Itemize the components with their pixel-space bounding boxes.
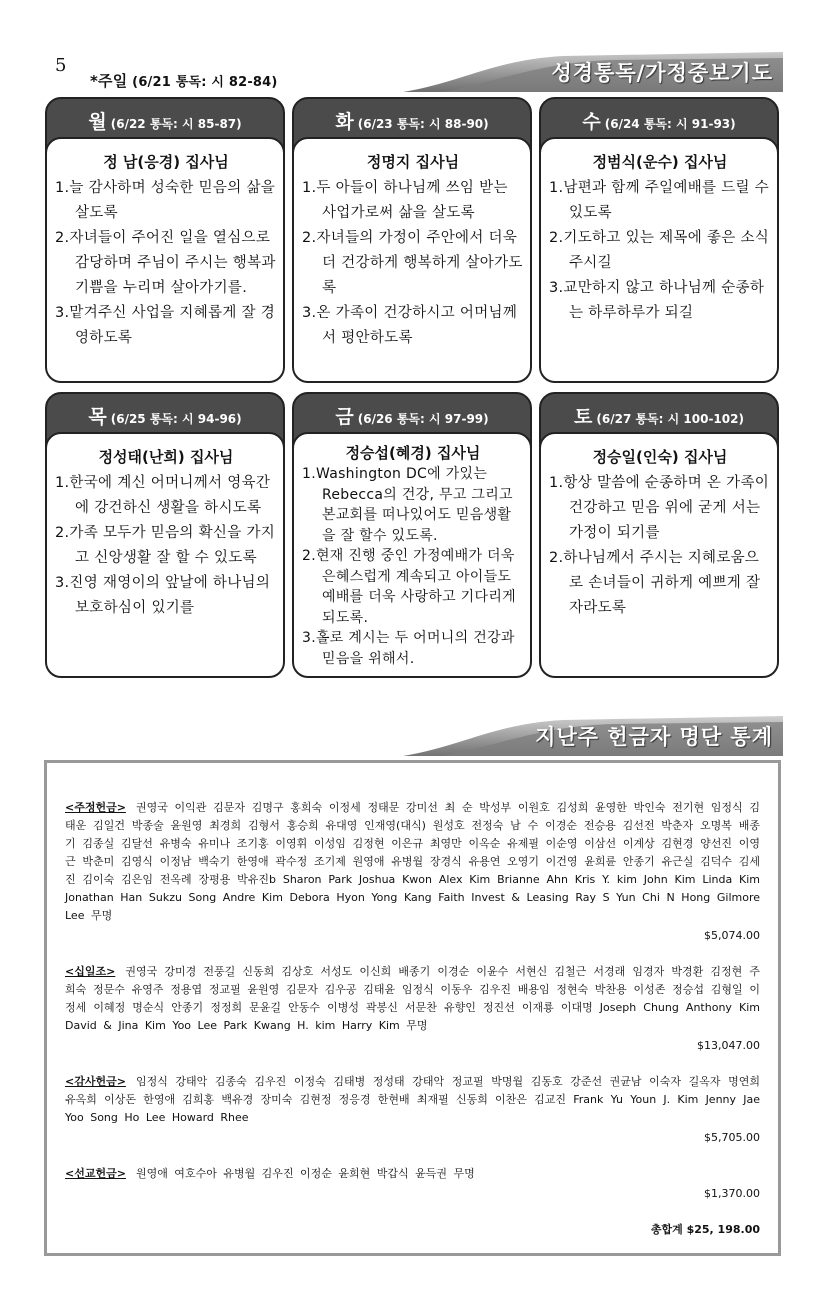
day-label: 월 (88, 111, 107, 133)
day-card-body (292, 432, 532, 678)
offering-amount: $5,074.00 (704, 929, 760, 942)
prayer-item: 1.Washington DC에 가있는 Rebecca의 건강, 무고 그리고 본교회를 떠나있어도 믿음생활을 잘 할수 있도록. (302, 466, 513, 544)
day-tab-title (539, 107, 779, 134)
offering-label: <감사헌금> (65, 1075, 126, 1088)
page-number: 5 (55, 55, 67, 76)
day-card-mon (45, 97, 285, 387)
day-label: 수 (582, 111, 601, 133)
day-card-body (45, 137, 285, 383)
sunday-reading (90, 70, 278, 91)
prayer-item: 2.현재 진행 중인 가정예배가 더욱 은혜스럽게 계속되고 아이들도 예배를 더욱 사랑하고 기다리게 되도록. (302, 548, 516, 626)
day-reading: (6/27 통독: 시 100-102) (596, 412, 744, 426)
offering-amount: $1,370.00 (704, 1187, 760, 1200)
prayer-item: 3.맡겨주신 사업을 지혜롭게 잘 경영하도록 (55, 305, 276, 346)
sunday-reading-text: (6/21 통독: 시 82-84) (132, 75, 278, 90)
day-tab-title (292, 107, 532, 134)
prayer-list (55, 471, 277, 621)
day-label: 토 (574, 406, 593, 428)
prayer-item: 2.자녀들이 주어진 일을 열심으로 감당하며 주님이 주시는 행복과 기쁨을 누리며 살아가기를. (55, 230, 276, 296)
prayer-list (549, 471, 771, 621)
person-name: 정범식(운수) 집사님 (592, 153, 728, 171)
banner-title: 성경통독/가정중보기도 (551, 61, 773, 85)
prayer-item: 1.두 아들이 하나님께 쓰임 받는 사업가로써 삶을 살도록 (302, 180, 508, 221)
day-label: 금 (335, 406, 354, 428)
offering-label: <십일조> (65, 965, 116, 978)
day-reading: (6/25 통독: 시 94-96) (110, 412, 242, 426)
day-tab-title (539, 402, 779, 429)
day-tab-title (45, 107, 285, 134)
person-name: 정명지 집사님 (366, 153, 460, 171)
prayer-list (549, 176, 771, 326)
prayer-item: 2.자녀들의 가정이 주안에서 더욱더 건강하게 행복하게 살아가도록 (302, 230, 523, 296)
prayer-list (302, 464, 524, 669)
prayer-item: 1.남편과 함께 주일예배를 드릴 수 있도록 (549, 180, 770, 221)
offering-list (65, 799, 760, 1237)
prayer-item: 3.홀로 계시는 두 어머니의 건강과 믿음을 위해서. (302, 630, 515, 667)
day-card-sat (539, 392, 779, 682)
prayer-item: 3.진영 재영이의 앞날에 하나님의 보호하심이 있기를 (55, 575, 271, 616)
day-tab-title (292, 402, 532, 429)
person-name: 정 남(응경) 집사님 (103, 153, 229, 171)
day-reading: (6/22 통독: 시 85-87) (110, 117, 242, 131)
day-card-body (292, 137, 532, 383)
offering-label: <선교헌금> (65, 1167, 126, 1180)
day-reading: (6/26 통독: 시 97-99) (357, 412, 489, 426)
prayer-item: 3.온 가족이 건강하시고 어머님께서 평안하도록 (302, 305, 518, 346)
header-banner (403, 52, 783, 92)
prayer-item: 1.한국에 계신 어머니께서 영육간에 강건하신 생활을 하시도록 (55, 475, 271, 516)
prayer-item: 1.항상 말씀에 순종하며 온 가족이 건강하고 믿음 위에 굳게 서는 가정이 되기를 (549, 475, 770, 541)
offering-total: 총합계 $25, 198.00 (650, 1223, 760, 1236)
prayer-list (55, 176, 277, 351)
day-reading: (6/24 통독: 시 91-93) (604, 117, 736, 131)
day-card-body (539, 432, 779, 678)
offering-box (44, 760, 781, 1256)
offering-label: <주정헌금> (65, 801, 126, 814)
day-label: 화 (335, 111, 354, 133)
prayer-item: 1.늘 감사하며 성숙한 믿음의 삶을 살도록 (55, 180, 276, 221)
banner-title: 지난주 헌금자 명단 통계 (535, 725, 773, 749)
offering-names: 권영국 이익관 김문자 김명구 홍희숙 이정세 정태문 강미선 최 순 박성부 이원호 김성희 윤영한 박인숙 전기현 임정식 김태운 김일건 박종술 윤원영 최경희 김형서 홍승희 유대영 인재영(대식) 원성호 전정숙 남 수 이경순 전승용 김선전 박춘자 오명복 배종기 김종실 김달선 유병숙 유미나 조기홍 이영휘 이성임 김정현 이은규 최영만 이옥순 유제필 이순영 이삼선 이계상 김현경 양선진 이영근 박춘미 김영식 이정남 백숙기 한영애 곽수정 조기제 원영애 유병월 장경식 유용연 오영기 이건영 윤희륜 안종기 유근실 김덕수 김세진 김이숙 김은임 전옥례 장평용 박유진b Sharon Park Joshua Kwon Alex Kim Brianne Ahn Kris Y. kim John Kim Linda Kim Jonathan Han Sukzu Song Andre Kim Debora Hyon Yong Kang Faith Invest & Leasing Ray S Yun Chi N Hong Gilmore Lee 무명 (65, 801, 760, 922)
offering-section (65, 1073, 760, 1147)
day-card-fri (292, 392, 532, 682)
day-card-tue (292, 97, 532, 387)
offering-amount: $5,705.00 (704, 1131, 760, 1144)
day-card-body (45, 432, 285, 678)
offering-names: 권영국 강미경 전풍길 신동희 김상호 서성도 이신희 배종기 이경순 이윤수 서현신 김철근 서경래 임경자 박경환 김정현 주희숙 정문수 유영주 정용엽 정교필 윤원영 김문자 김우공 김태윤 임정식 이동우 김우진 배용임 정현숙 박찬용 이성존 정승섭 김형일 이정세 이혜정 명순식 안종기 정정희 문윤길 안동수 이병성 곽봉신 서문찬 유향인 정진선 이재룡 이대명 Joseph Chung Anthony Kim David & Jina Kim Yoo Lee Park Kwang H. kim Harry Kim 무명 (65, 965, 760, 1032)
prayer-list (302, 176, 524, 351)
day-label: 목 (88, 406, 107, 428)
offering-banner (403, 716, 783, 756)
offering-section (65, 963, 760, 1055)
prayer-item: 3.교만하지 않고 하나님께 순종하는 하루하루가 되길 (549, 280, 765, 321)
offering-section (65, 1165, 760, 1203)
offering-section (65, 799, 760, 945)
day-card-body (539, 137, 779, 383)
day-card-thu (45, 392, 285, 682)
person-name: 정성태(난희) 집사님 (98, 448, 234, 466)
day-tab-title (45, 402, 285, 429)
day-card-wed (539, 97, 779, 387)
person-name: 정승일(인숙) 집사님 (592, 448, 728, 466)
day-reading: (6/23 통독: 시 88-90) (357, 117, 489, 131)
person-name: 정승섭(혜경) 집사님 (345, 444, 481, 462)
prayer-item: 2.가족 모두가 믿음의 확신을 가지고 신앙생활 잘 할 수 있도록 (55, 525, 276, 566)
prayer-item: 2.기도하고 있는 제목에 좋은 소식 주시길 (549, 230, 770, 271)
offering-amount: $13,047.00 (697, 1039, 760, 1052)
sunday-label: *주일 (90, 72, 128, 90)
offering-names: 임정식 강태악 김종숙 김우진 이정숙 김태병 정성태 강태악 정교필 박명월 김동호 강준선 권균남 이숙자 길옥자 명연희 유옥희 이상돈 한영애 김희홍 백유경 장미숙 김현정 정응경 한현배 최재필 신동희 이찬은 김교진 Frank Yu Youn J. Kim Jenny Jae Yoo Song Ho Lee Howard Rhee (65, 1075, 760, 1124)
offering-names: 원영애 여호수아 유병월 김우진 이정순 윤희현 박갑식 윤득권 무명 (135, 1167, 475, 1180)
prayer-item: 2.하나님께서 주시는 지혜로움으로 손녀들이 귀하게 예쁘게 잘 자라도록 (549, 550, 761, 616)
